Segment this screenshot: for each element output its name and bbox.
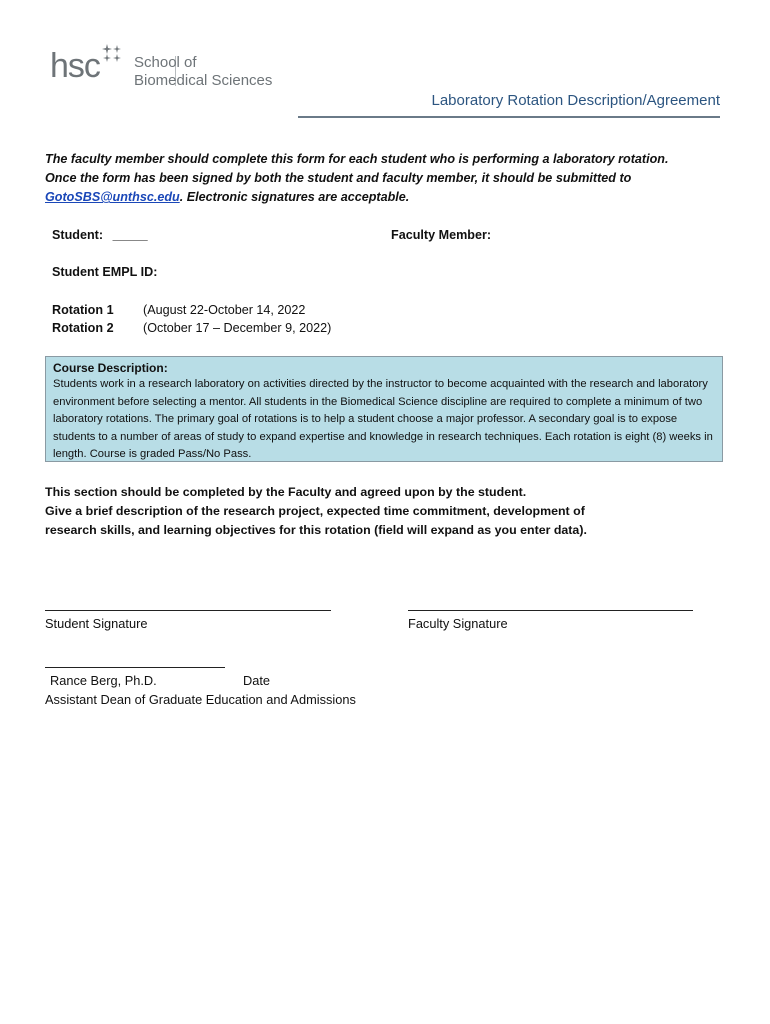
student-value[interactable]: _____	[112, 228, 148, 242]
form-title: Laboratory Rotation Description/Agreement	[431, 92, 720, 109]
course-description-box	[45, 356, 723, 462]
rotation-2-dates: (October 17 – December 9, 2022)	[143, 321, 332, 335]
logo-mark: hsc	[50, 47, 100, 85]
school-name-line2: Biomedical Sciences	[134, 72, 273, 89]
faculty-section-line1: This section should be completed by the Faculty and agreed upon by the student.	[45, 485, 527, 499]
student-signature-label: Student Signature	[45, 616, 148, 631]
faculty-section-line3: research skills, and learning objectives for this rotation (field will expand as you enter data).	[45, 523, 587, 537]
faculty-member-label: Faculty Member:	[391, 228, 492, 242]
empl-id-label: Student EMPL ID:	[52, 265, 158, 279]
intro-line3	[45, 188, 735, 207]
faculty-signature-label: Faculty Signature	[408, 616, 508, 631]
sparkle-icon	[102, 44, 122, 64]
intro-line1: The faculty member should complete this form for each student who is performing a laboratory rotation.	[45, 152, 669, 166]
dean-title: Assistant Dean of Graduate Education and Admissions	[45, 692, 356, 707]
intro-line3-rest: . Electronic signatures are acceptable.	[179, 190, 410, 204]
school-name-line1: School of	[134, 54, 197, 71]
student-label: Student:	[52, 228, 104, 242]
student-field	[52, 228, 148, 242]
faculty-section-instructions	[45, 483, 735, 540]
faculty-signature-line[interactable]	[408, 610, 693, 611]
school-name	[134, 54, 272, 90]
course-description-text: Students work in a research laboratory on activities directed by the instructor to become acquainted with the research and laboratory environment before selecting a mentor. All students in the Biomedical Science discipline are required to complete a minimum of two laboratory rotations. The primary goal of rotations is to help a student choose a major professor. A secondary goal is to expose students to a number of areas of study to expand expertise and knowledge in research techniques. Each rotation is eight (8) weeks in length. Course is graded Pass/No Pass.	[53, 378, 713, 461]
rotation-1-label: Rotation 1	[52, 303, 114, 317]
faculty-section-line2: Give a brief description of the research project, expected time commitment, development of	[45, 504, 585, 518]
rotation-2-label: Rotation 2	[52, 321, 114, 335]
dean-signature-line[interactable]	[45, 667, 225, 668]
student-signature-line[interactable]	[45, 610, 331, 611]
rotation-1-dates: (August 22-October 14, 2022	[143, 303, 306, 317]
date-label: Date	[243, 673, 271, 688]
course-description-heading: Course Description:	[53, 361, 168, 375]
dean-name: Rance Berg, Ph.D.	[50, 673, 157, 688]
intro-line2: Once the form has been signed by both the student and faculty member, it should be submitted to	[45, 171, 632, 185]
intro-instructions	[45, 150, 735, 207]
submission-email-link[interactable]: GotoSBS@unthsc.edu	[45, 190, 180, 204]
title-divider	[298, 116, 720, 118]
school-logo	[50, 44, 300, 90]
